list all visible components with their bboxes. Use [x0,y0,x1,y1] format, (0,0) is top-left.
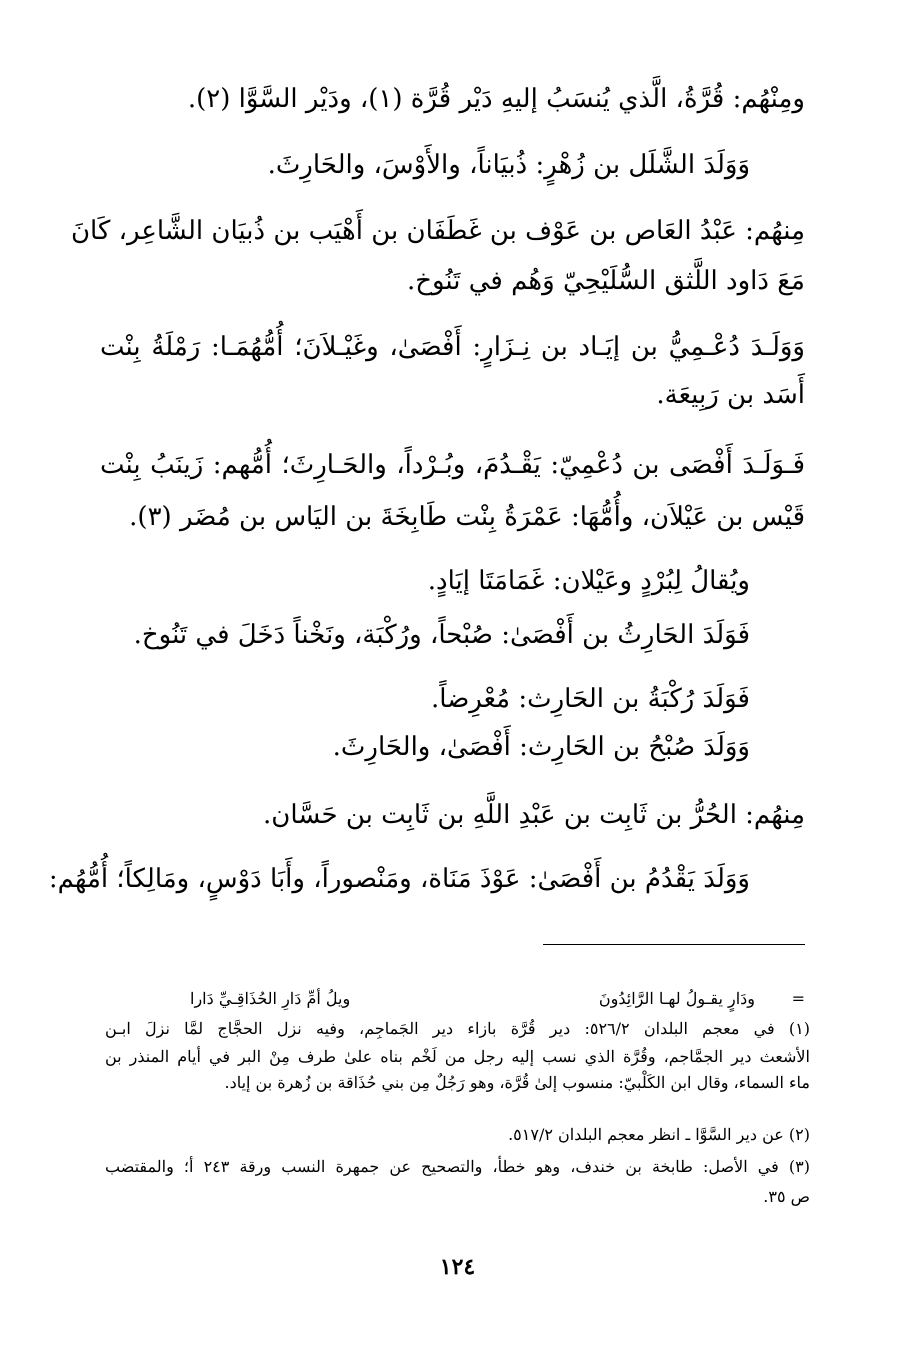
footnote-line-6: ص ٣٥. [763,1187,810,1206]
footnote-verse-right: ودَارٍ يقـولُ لهـا الرَّائِدُونَ [598,989,755,1008]
body-line-4: مَعَ دَاود اللَّثق السُّلَيْحِيّ وَهُم في تَنُوخ. [406,266,805,296]
footnote-line-5: (٣) في الأصل: طابخة بن خندف، وهو خطأ، والتصحيح عن جمهرة النسب ورقة ٢٤٣ أ؛ والمقتضب [105,1157,810,1176]
body-line-7: فَـوَلَـدَ أَفْصَى بن دُعْمِيّ: يَقْـدُمَ، وبُـرْداً، والحَـارِثَ؛ أُمُّهم: زَينَبُ بِنْت [100,450,805,480]
footnote-line-4: (٢) عن دير السَّوَّا ـ انظر معجم البلدان ٥١٧/٢. [508,1125,810,1144]
body-line-10: فَوَلَدَ الحَارِثُ بن أَفْصَىٰ: صُبْحاً، ورُكْبَة، ونَخْناً دَخَلَ في تَنُوخ. [133,620,750,650]
footnote-line-2: الأشعث دير الجمَّاجم، وقُرَّة الذي نسب إليه رجل من لَخْم بناه علىٰ طرف مِنْ البر في أيام المنذر بن [105,1047,811,1066]
footnote-line-3: ماء السماء، وقال ابن الكَلْبيّ: منسوب إلىٰ قُرَّة، وهو رَجُلٌ مِن بني حُذَاقة بن زُهرة بن إياد. [224,1073,810,1092]
body-line-1: ومِنْهُم: قُرَّةُ، الَّذي يُنسَبُ إليهِ دَيْر قُرَّة (١)، ودَيْر السَّوَّا (٢). [187,84,805,114]
body-line-3: مِنهُم: عَبْدُ العَاص بن عَوْف بن غَطَفَان بن أَهْيَب بن ذُبيَان الشَّاعِر، كَانَ [70,216,805,246]
footnote-separator [543,944,805,945]
body-line-6: أَسَد بن رَبِيعَة. [656,380,805,410]
body-line-12: وَوَلَدَ صُبْحُ بن الحَارِث: أَفْصَىٰ، والحَارِثَ. [332,732,750,762]
body-line-11: فَوَلَدَ رُكْبَةُ بن الحَارِث: مُعْرِضاً. [431,684,750,714]
body-line-8: قَيْس بن عَيْلاَن، وأُمُّهَا: عَمْرَةُ بِنْت طَابِخَةَ بن اليَاس بن مُضَر (٣). [129,502,805,532]
body-line-9: ويُقالُ لِبُرْدٍ وعَيْلان: غَمَامَتَا إيَادٍ. [427,566,750,596]
body-line-5: وَوَلَـدَ دُعْـمِيُّ بن إيَـاد بن نِـزَارٍ: أَفْصَىٰ، وغَيْـلاَنَ؛ أُمُّهُمَـا: رَمْلَةُ بِنْت [100,332,805,362]
body-line-13: مِنهُم: الحُرُّ بن ثَابِت بن عَبْدِ اللَّهِ بن ثَابِت بن حَسَّان. [263,800,805,830]
body-line-14: وَوَلَدَ يَقْدُمُ بن أَفْصَىٰ: عَوْذَ مَنَاة، ومَنْصوراً، وأَبَا دَوْسٍ، ومَالِكاً؛ أُمُّهُم: [48,864,750,894]
page-number: ١٢٤ [439,1254,476,1280]
footnote-line-1: (١) في معجم البلدان ٥٢٦/٢: دير قُرَّة بازاء دير الجَماجِم، وفيه نزل الحجَّاج لمَّا نزلَ ابـن [105,1019,811,1038]
body-line-2: وَوَلَدَ الشَّلَل بن زُهْرٍ: ذُبيَاناً، والأَوْسَ، والحَارِثَ. [267,150,750,180]
footnote-continuation-marker: = [791,989,805,1008]
footnote-verse-left: ويلُ أمِّ دَارِ الحُذَاقِـيِّ دَارا [190,989,351,1008]
